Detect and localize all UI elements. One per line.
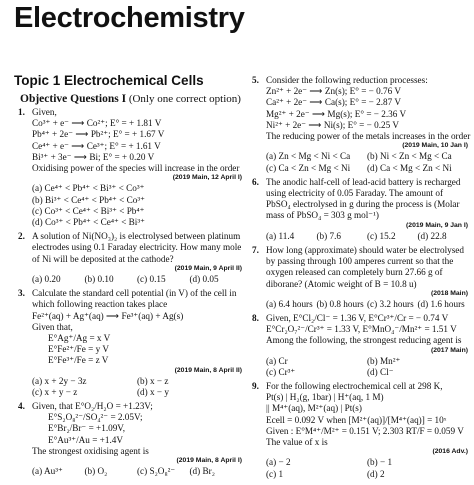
- given-line: E°S₂O₈²⁻/SO₄²⁻ = 2.05V;: [48, 412, 143, 423]
- options-group: [266, 151, 468, 173]
- answer-option[interactable]: (a) − 2: [266, 457, 291, 468]
- question-text: Given,: [32, 107, 57, 117]
- source-row: [32, 265, 242, 274]
- question-text: A solution of Ni(NO₃)₂ is electrolysed between platinum electrodes using 0.1 Faraday electricity. How many mole of Ni will be deposited at the cathode?: [32, 231, 242, 264]
- equation-line: Bi³⁺ + 3e⁻ ⟶ Bi; E° = + 0.20 V: [32, 151, 155, 162]
- options-group: [32, 376, 242, 398]
- question-prompt: Given that,: [32, 321, 73, 332]
- answer-option[interactable]: (b) x − z: [137, 375, 169, 386]
- options-group: [266, 231, 468, 242]
- answer-option[interactable]: (c) Co³⁺ < Ce⁴⁺ < Bi³⁺ < Pb⁴⁺: [32, 205, 145, 216]
- answer-option[interactable]: (c) 15.2: [367, 230, 396, 241]
- question-number: 1.: [18, 107, 25, 117]
- answer-option[interactable]: (b) Ni < Zn < Mg < Ca: [367, 151, 452, 162]
- answer-option[interactable]: (c) Ca < Zn < Mg < Ni: [266, 162, 351, 173]
- question-head: [18, 288, 242, 310]
- answer-option[interactable]: (b) Bi³⁺ < Ce⁴⁺ < Pb⁴⁺ < Co³⁺: [32, 194, 145, 205]
- source-row: [32, 367, 242, 376]
- question-block: [252, 177, 468, 242]
- answer-option[interactable]: (d) Ca < Mg < Zn < Ni: [367, 162, 452, 173]
- question-head: [252, 75, 468, 86]
- answer-option[interactable]: (a) Zn < Mg < Ni < Ca: [266, 151, 351, 162]
- question-prompt: Oxidising power of the species will increase in the order: [32, 163, 240, 174]
- question-number: 6.: [252, 176, 259, 187]
- answer-option[interactable]: (a) Cr: [266, 355, 288, 366]
- equation-line: Ni²⁺ + 2e⁻ ⟶ Ni(s); E° = − 0.25 V: [266, 119, 399, 130]
- answer-option[interactable]: (a) Au³⁺: [32, 466, 63, 477]
- given-line: E°Fe²⁺/Fe = y V: [48, 344, 109, 355]
- section-title: Objective Questions I: [20, 93, 127, 105]
- equation-line: Pb⁴⁺ + 2e⁻ ⟶ Pb²⁺; E° = + 1.67 V: [32, 129, 165, 140]
- exam-source-tag: (2019 Main, 8 April II): [174, 366, 242, 374]
- answer-option[interactable]: (b) 7.6: [316, 230, 341, 241]
- options-group: [32, 466, 242, 477]
- answer-option[interactable]: (c) x + y − z: [32, 386, 78, 397]
- answer-option[interactable]: (d) 1.6 hours: [417, 298, 465, 309]
- question-block: [18, 288, 242, 398]
- answer-option[interactable]: (d) Cl⁻: [367, 366, 394, 377]
- options-group: [266, 299, 468, 310]
- answer-option[interactable]: (b) − 1: [367, 457, 393, 468]
- question-number: 3.: [18, 288, 25, 299]
- answer-option[interactable]: (c) 0.15: [137, 273, 166, 284]
- exam-source-tag: (2019 Main, 9 Jan I): [406, 221, 468, 229]
- equation-line: || M⁴⁺(aq), M²⁺(aq) | Pt(s): [266, 403, 362, 414]
- options-group: [32, 183, 242, 228]
- question-number: 4.: [18, 401, 25, 412]
- question-number: 8.: [252, 312, 259, 323]
- source-row: [266, 347, 468, 356]
- question-block: [252, 245, 468, 310]
- topic-heading: Topic 1 Electrochemical Cells: [14, 73, 204, 88]
- right-column: [252, 75, 471, 483]
- question-number: 2.: [18, 231, 25, 242]
- question-head: [18, 107, 242, 118]
- question-text: For the following electrochemical cell at 298 K,: [266, 381, 443, 392]
- answer-option[interactable]: (c) 1: [266, 468, 284, 479]
- question-prompt: Among the following, the strongest reducing agent is: [266, 335, 462, 346]
- answer-option[interactable]: (b) Mn²⁺: [367, 355, 401, 366]
- options-group: [266, 457, 468, 479]
- answer-option[interactable]: (d) 22.8: [417, 230, 447, 241]
- section-heading: [20, 93, 241, 105]
- equation-line: Mg²⁺ + 2e⁻ ⟶ Mg(s); E° = − 2.36 V: [266, 108, 407, 119]
- equation-line: Zn²⁺ + 2e⁻ ⟶ Zn(s); E° = − 0.76 V: [266, 86, 402, 97]
- answer-option[interactable]: (b) 0.10: [84, 273, 114, 284]
- answer-option[interactable]: (a) Ce⁴⁺ < Pb⁴⁺ < Bi³⁺ < Co³⁺: [32, 183, 145, 194]
- answer-option[interactable]: (d) Co³⁺ < Pb⁴⁺ < Ce⁴⁺ < Bi³⁺: [32, 216, 145, 227]
- question-block: [252, 313, 468, 378]
- given-line: E°Br₂/Br⁻ = +1.09V,: [48, 423, 126, 434]
- equation-line: Ecell = 0.092 V when [M²⁺(aq)]/[M⁴⁺(aq)] = 10ˣ: [266, 414, 447, 425]
- equation-line: Co³⁺ + e⁻ ⟶ Co²⁺; E° = + 1.81 V: [32, 118, 162, 129]
- question-text: Calculate the standard cell potential (in V) of the cell in which following reaction takes place: [32, 288, 237, 310]
- question-number: 9.: [252, 381, 259, 392]
- question-block: [18, 231, 242, 285]
- question-head: [18, 231, 242, 265]
- question-prompt: The strongest oxidising agent is: [32, 445, 149, 456]
- answer-option[interactable]: (c) S₂O₈²⁻: [137, 466, 176, 477]
- given-line: E°Fe³⁺/Fe = z V: [48, 355, 109, 366]
- exam-source-tag: (2019 Main, 10 Jan I): [402, 142, 468, 150]
- source-row: [266, 222, 468, 231]
- question-head: [252, 245, 468, 290]
- answer-option[interactable]: (c) Cr³⁺: [266, 366, 296, 377]
- equation-line: Pt(s) | H₂(g, 1bar) | H⁺(aq, 1 M): [266, 392, 384, 403]
- question-number: 5.: [252, 75, 259, 85]
- given-line: E°Ag⁺/Ag = x V: [48, 332, 111, 343]
- question-prompt: The value of x is: [266, 437, 328, 448]
- options-group: [266, 356, 468, 378]
- answer-option[interactable]: (b) 0.8 hours: [316, 298, 364, 309]
- question-text: Given, E°Cl₂/Cl⁻ = 1.36 V, E°Cr³⁺/Cr = − 0.74 V: [266, 312, 449, 323]
- equation-line: Ce⁴⁺ + e⁻ ⟶ Ce³⁺; E° = + 1.61 V: [32, 140, 161, 151]
- question-head: [252, 313, 468, 324]
- answer-option[interactable]: (a) 11.4: [266, 230, 295, 241]
- question-text: Consider the following reduction processes:: [266, 75, 428, 85]
- exam-source-tag: (2017 Main): [430, 346, 468, 354]
- exam-source-tag: (2019 Main, 9 April II): [174, 264, 242, 272]
- answer-option[interactable]: (a) x + 2y − 3z: [32, 375, 87, 386]
- answer-option[interactable]: (a) 0.20: [32, 273, 61, 284]
- chapter-title: Electrochemistry: [14, 2, 245, 34]
- exam-source-tag: (2018 Main): [430, 289, 468, 297]
- source-row: [32, 174, 242, 183]
- answer-option[interactable]: (d) 2: [367, 468, 385, 479]
- equation-line: E°Cr₂O₇²⁻/Cr³⁺ = 1.33 V, E°MnO₄⁻/Mn²⁺ = 1.51 V: [266, 324, 457, 335]
- equation-line: Ca²⁺ + 2e⁻ ⟶ Ca(s); E° = − 2.87 V: [266, 97, 402, 108]
- question-head: [252, 381, 468, 392]
- question-text: How long (approximate) should water be electrolysed by passing through 100 amperes current so that the oxygen released can completely burn 27.66 g of diborane? (Atomic weight of B = 10.8 u): [266, 244, 464, 289]
- equation-line: Given : E°M⁴⁺/M²⁺ = 0.151 V; 2.303 RT/F = 0.059 V: [266, 425, 464, 436]
- question-number: 7.: [252, 244, 259, 255]
- question-text: Given, that E°O₂/H₂O = +1.23V;: [32, 401, 153, 412]
- question-block: [18, 401, 242, 477]
- source-row: [266, 290, 468, 299]
- answer-option[interactable]: (d) Br₂: [189, 466, 215, 477]
- exam-source-tag: (2019 Main, 8 April I): [176, 457, 242, 465]
- question-prompt: The reducing power of the metals increases in the order: [266, 131, 471, 142]
- question-block: [18, 107, 242, 228]
- source-row: [266, 448, 468, 457]
- options-group: [32, 274, 242, 285]
- exam-source-tag: (2019 Main, 12 April I): [172, 174, 242, 182]
- equation-line: Fe²⁺(aq) + Ag⁺(aq) ⟶ Fe³⁺(aq) + Ag(s): [32, 310, 184, 321]
- left-column: [18, 107, 242, 480]
- answer-option[interactable]: (c) 3.2 hours: [367, 298, 414, 309]
- question-block: [252, 75, 471, 174]
- answer-option[interactable]: (b) O₂: [84, 466, 108, 477]
- section-note: (Only one correct option): [128, 93, 241, 105]
- answer-option[interactable]: (a) 6.4 hours: [266, 298, 313, 309]
- answer-option[interactable]: (d) x − y: [137, 386, 169, 397]
- question-head: [252, 177, 468, 222]
- question-block: [252, 381, 468, 480]
- question-text: The anodic half-cell of lead-acid battery is recharged using electricity of 0.05 Faraday. The amount of PbSO₄ electrolysed in g during the process is (Molar mass of PbSO₄ = 303 g mol⁻¹): [266, 176, 461, 221]
- given-line: E°Au³⁺/Au = +1.4V: [48, 434, 123, 445]
- source-row: [32, 457, 242, 466]
- source-row: [266, 142, 468, 151]
- question-head: [18, 401, 242, 412]
- answer-option[interactable]: (d) 0.05: [189, 273, 219, 284]
- exam-source-tag: (2016 Adv.): [432, 448, 468, 456]
